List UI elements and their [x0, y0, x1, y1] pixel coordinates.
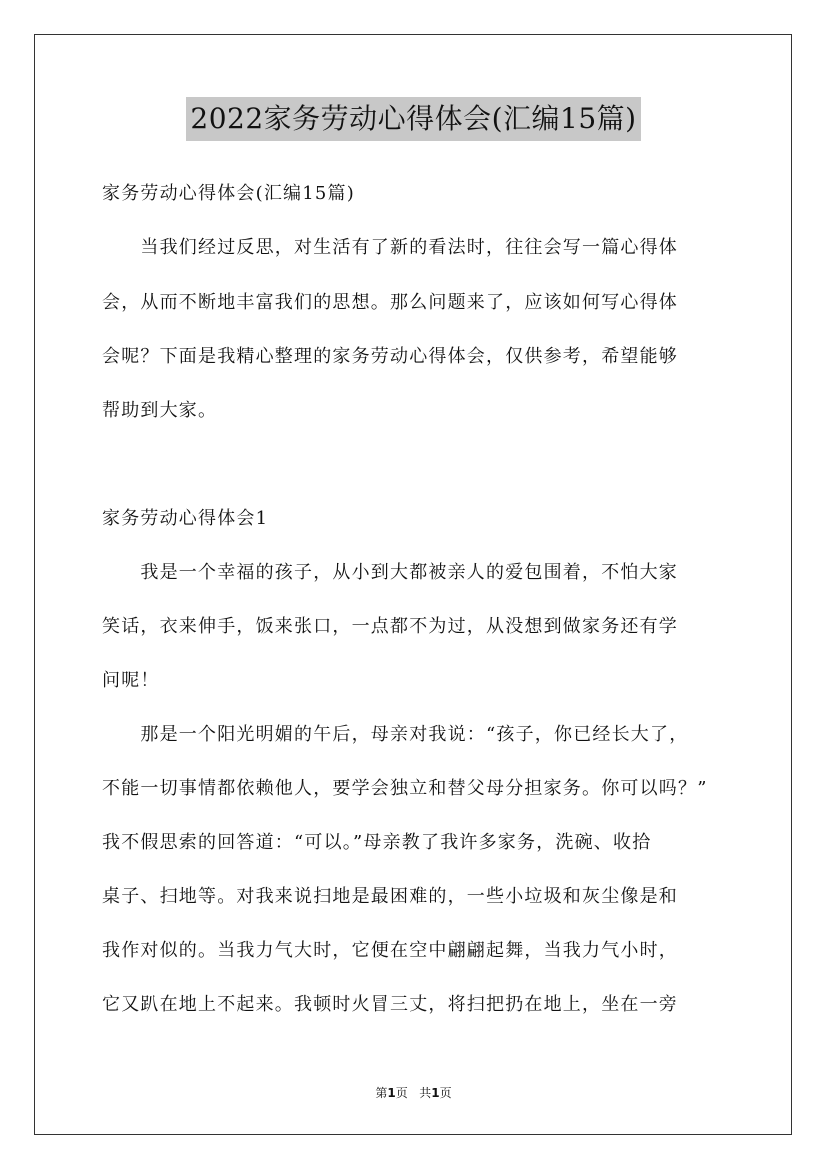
body-line: 不能一切事情都依赖他人，要学会独立和替父母分担家务。你可以吗？”: [102, 778, 708, 799]
body-line: 我作对似的。当我力气大时，它便在空中翩翩起舞，当我力气小时，: [102, 940, 678, 961]
intro-line: 会，从而不断地丰富我们的思想。那么问题来了，应该如何写心得体: [102, 292, 678, 313]
total-suffix: 页: [439, 1086, 452, 1100]
body-line: 那是一个阳光明媚的午后，母亲对我说：“孩子，你已经长大了，: [102, 724, 689, 745]
body-line: 它又趴在地上不起来。我顿时火冒三丈，将扫把扔在地上，坐在一旁: [102, 994, 678, 1015]
document-subtitle: 家务劳动心得体会(汇编15篇): [102, 183, 355, 204]
body-line: 笑话，衣来伸手，饭来张口，一点都不为过，从没想到做家务还有学: [102, 616, 678, 637]
page-footer: [0, 1084, 827, 1101]
body-line: 问呢！: [102, 670, 160, 691]
intro-line: 当我们经过反思，对生活有了新的看法时，往往会写一篇心得体: [102, 237, 678, 258]
body-line: 我不假思索的回答道：“可以。”母亲教了我许多家务，洗碗、收拾: [102, 832, 652, 853]
total-pages: 1: [431, 1086, 440, 1100]
page-number: 1: [387, 1086, 396, 1100]
body-line: 桌子、扫地等。对我来说扫地是最困难的，一些小垃圾和灰尘像是和: [102, 886, 678, 907]
section-heading: 家务劳动心得体会1: [102, 508, 269, 529]
intro-line: 帮助到大家。: [102, 400, 218, 421]
intro-line: 会呢？下面是我精心整理的家务劳动心得体会，仅供参考，希望能够: [102, 346, 678, 367]
document-title: 2022家务劳动心得体会(汇编15篇): [186, 97, 640, 141]
total-prefix: 共: [419, 1086, 432, 1100]
title-wrap: [0, 97, 827, 141]
page-prefix: 第: [375, 1086, 388, 1100]
page-suffix: 页: [395, 1086, 408, 1100]
body-line: 我是一个幸福的孩子，从小到大都被亲人的爱包围着，不怕大家: [102, 562, 678, 583]
